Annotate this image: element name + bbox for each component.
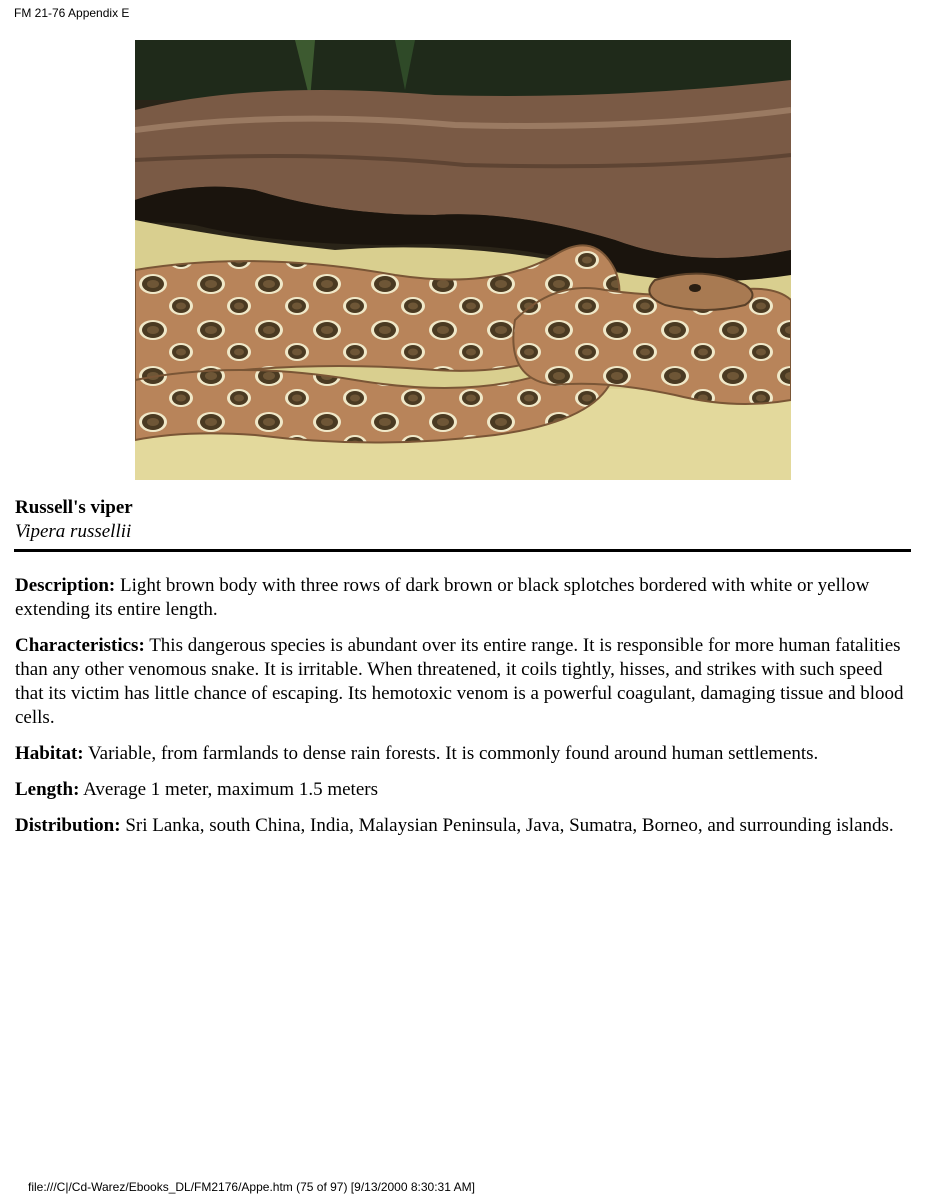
- characteristics-label: Characteristics:: [15, 635, 145, 656]
- description-paragraph: [15, 574, 912, 622]
- habitat-text: Variable, from farmlands to dense rain forests. It is commonly found around human settlements.: [88, 743, 819, 764]
- species-details: [15, 574, 912, 850]
- length-label: Length:: [15, 779, 80, 800]
- characteristics-paragraph: [15, 634, 912, 730]
- characteristics-text: This dangerous species is abundant over its entire range. It is responsible for more human fatalities than any other venomous snake. It is irritable. When threatened, it coils tightly, hisses, and strikes with such speed that its victim has little chance of escaping. Its hemotoxic venom is a powerful coagulant, damaging tissue and blood cells.: [15, 635, 904, 728]
- habitat-label: Habitat:: [15, 743, 84, 764]
- divider: [14, 549, 911, 552]
- distribution-paragraph: [15, 814, 912, 838]
- description-label: Description:: [15, 575, 116, 596]
- page-header: FM 21-76 Appendix E: [14, 6, 130, 20]
- length-paragraph: [15, 778, 912, 802]
- description-text: Light brown body with three rows of dark brown or black splotches bordered with white or yellow extending its entire length.: [15, 575, 870, 620]
- russells-viper-illustration: [135, 40, 791, 480]
- habitat-paragraph: [15, 742, 912, 766]
- scientific-name: Vipera russellii: [15, 521, 132, 542]
- title-block: [15, 496, 133, 544]
- distribution-text: Sri Lanka, south China, India, Malaysian Peninsula, Java, Sumatra, Borneo, and surrounding islands.: [125, 815, 894, 836]
- snake-photo: [135, 40, 791, 480]
- page-footer: file:///C|/Cd-Warez/Ebooks_DL/FM2176/Appe.htm (75 of 97) [9/13/2000 8:30:31 AM]: [28, 1180, 475, 1194]
- length-text: Average 1 meter, maximum 1.5 meters: [83, 779, 378, 800]
- common-name: Russell's viper: [15, 497, 133, 518]
- distribution-label: Distribution:: [15, 815, 121, 836]
